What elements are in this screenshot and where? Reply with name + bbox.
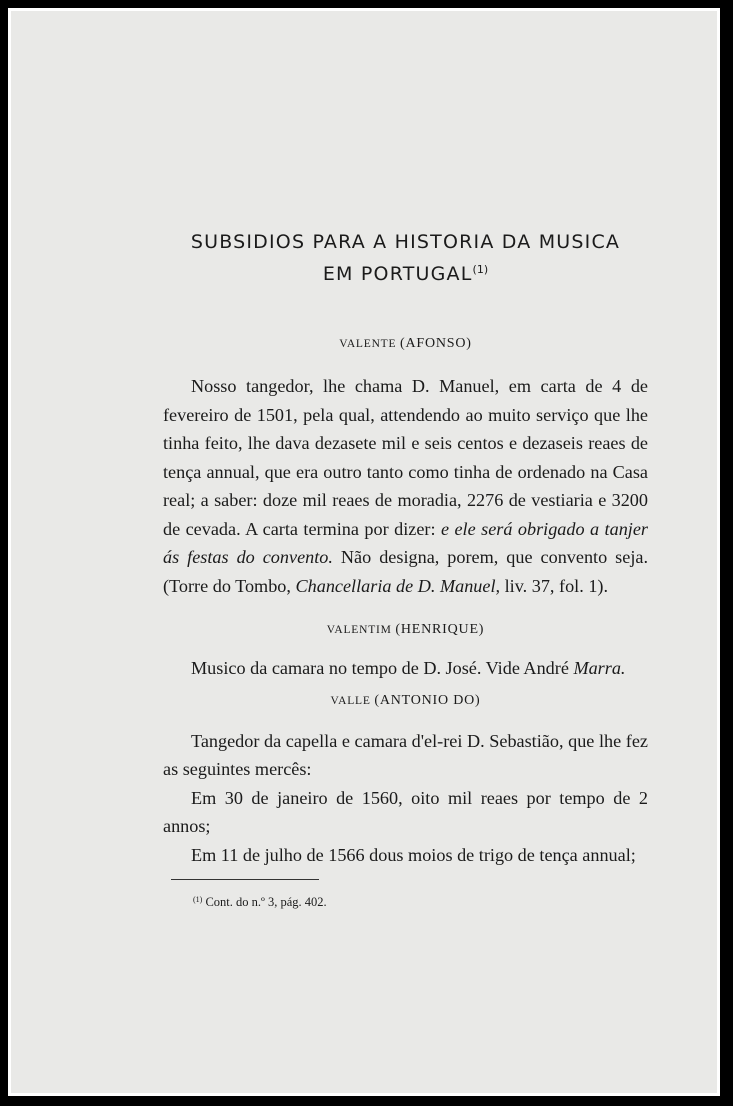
page-content [163, 229, 648, 910]
title-line-2-text: EM PORTUGAL [322, 263, 473, 285]
entry-heading-name: VALENTIM [326, 624, 392, 636]
document-page [8, 8, 720, 1096]
entry-heading-name: VALLE [330, 694, 371, 707]
title-line-1: SUBSIDIOS PARA A HISTORIA DA MUSICA [190, 231, 621, 253]
paragraph-italic-source: Chancellaria de D. Manuel, [295, 575, 501, 596]
entry-heading-valle [163, 693, 648, 709]
footnote-text: Cont. do n.º 3, pág. 402. [205, 895, 327, 909]
entry-paragraph-valle-3: Em 11 de julho de 1566 dous moios de trigo de tença annual; [191, 844, 636, 865]
footnote-mark: (1) [193, 895, 203, 904]
paragraph-text: Não designa, porem, que convento seja. (Torre do Tombo, [163, 547, 648, 596]
paragraph-text: liv. 37, fol. 1). [500, 575, 609, 596]
entry-paragraph-valle-2: Em 30 de janeiro de 1560, oito mil reaes por tempo de 2 annos; [163, 787, 648, 836]
paragraph-text: Musico da camara no tempo de D. José. Vide André [191, 658, 574, 678]
entry-paragraph-valentim [163, 654, 648, 683]
paragraph-italic-name: Marra. [573, 658, 626, 678]
title-line-2 [163, 256, 648, 288]
entry-heading-valentim [163, 622, 648, 638]
paragraph-text: Nosso tangedor, lhe chama D. Manuel, em carta de 4 de fevereiro de 1501, pela qual, attendendo ao muito serviço que lhe tinha feito, lhe dava dezasete mil e seis centos e dezaseis reaes de tença annual, que era outro tanto como tinha de ordenado na Casa real; a saber: doze mil reaes de moradia, 2276 de vestiaria e 3200 de cevada. A carta termina por dizer: [163, 376, 648, 539]
entry-heading-qualifier: (ANTONIO DO) [374, 692, 481, 708]
entry-paragraph-valente [163, 372, 648, 600]
entry-heading-valente [163, 336, 648, 352]
paragraph-italic-quote: e ele será obrigado a tanjer ás festas do convento. [163, 518, 648, 567]
entry-heading-name: VALENTE [339, 338, 397, 350]
footnote [163, 892, 648, 910]
title-note-mark: (1) [472, 263, 489, 276]
entry-heading-qualifier: (AFONSO) [400, 336, 472, 351]
article-title [163, 229, 648, 288]
entry-paragraph-valle-1: Tangedor da capella e camara d'el-rei D. Sebastião, que lhe fez as seguintes mercês: [163, 730, 648, 779]
entry-heading-qualifier: (HENRIQUE) [395, 622, 485, 637]
